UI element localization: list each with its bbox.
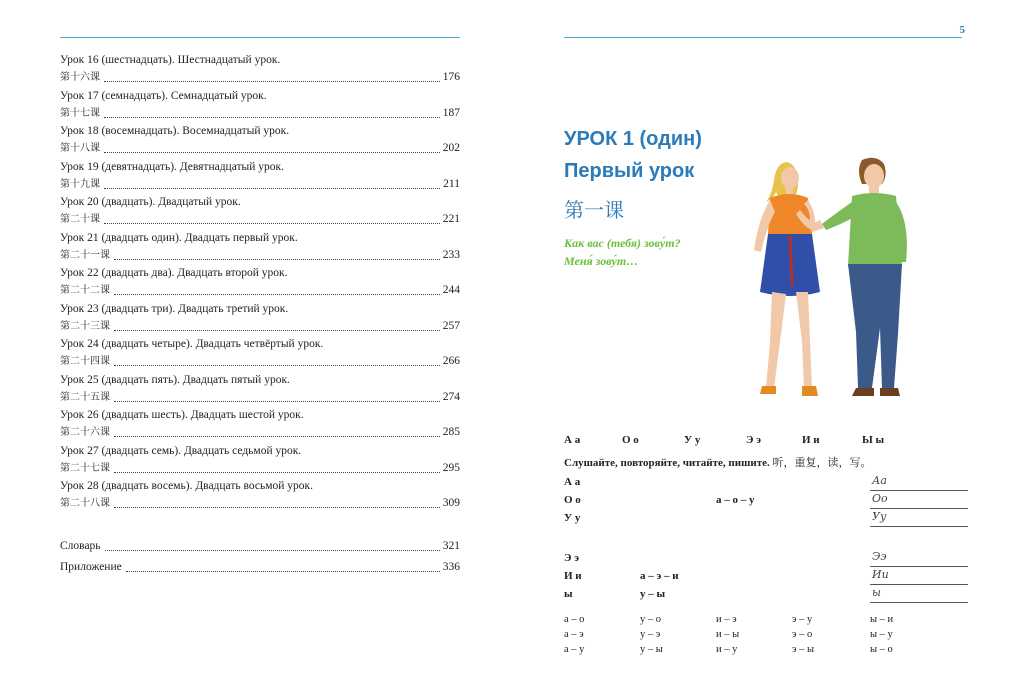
toc-page-number: 221 bbox=[442, 213, 460, 225]
toc-page-number: 274 bbox=[442, 390, 460, 403]
toc-lesson-chinese: 第十八课 bbox=[60, 143, 100, 154]
toc-lesson-title: Урок 16 (шестнадцать). Шестнадцатый урок. bbox=[60, 54, 281, 66]
page-number: 5 bbox=[959, 24, 965, 36]
toc-entry bbox=[60, 336, 460, 372]
practice-letter: А а bbox=[564, 476, 581, 488]
toc-dots bbox=[114, 330, 440, 331]
cursive-writing-line: Ии bbox=[870, 568, 968, 585]
toc-lesson-title: Урок 25 (двадцать пять). Двадцать пятый урок. bbox=[60, 373, 290, 386]
toc-dots bbox=[104, 223, 440, 224]
vowel-combination: э – у bbox=[792, 614, 813, 625]
alphabet-letter: А а bbox=[564, 434, 581, 446]
toc-lesson-chinese: 第二十一课 bbox=[60, 249, 110, 261]
vowel-combination: у – э bbox=[640, 629, 661, 640]
practice-letter: О о bbox=[564, 494, 581, 506]
toc-lesson-chinese: 第十七课 bbox=[60, 107, 100, 119]
toc-entry bbox=[60, 372, 460, 408]
toc-page-number: 176 bbox=[442, 71, 460, 83]
toc-page-number: 295 bbox=[442, 461, 460, 474]
vowel-combination: а – у bbox=[564, 644, 585, 655]
toc-lesson-chinese: 第十九课 bbox=[60, 178, 100, 190]
toc-page-number: 233 bbox=[442, 248, 460, 261]
instruction-chinese: 听，重复，读，写。 bbox=[772, 456, 872, 469]
toc-entry bbox=[60, 443, 460, 479]
cursive-writing-line: Оо bbox=[870, 492, 968, 509]
vowel-combination: у – о bbox=[640, 614, 661, 625]
woman-figure bbox=[754, 162, 820, 396]
toc-dots bbox=[104, 81, 440, 82]
toc-lesson-chinese: 第二十八课 bbox=[60, 498, 110, 509]
toc-dots bbox=[114, 507, 440, 508]
toc-lesson-title: Урок 21 (двадцать один). Двадцать первый урок. bbox=[60, 231, 298, 244]
toc-entry bbox=[60, 478, 460, 514]
toc-dots bbox=[126, 571, 440, 572]
vowel-combination: ы – о bbox=[870, 644, 893, 655]
practice-letter: Э э bbox=[564, 552, 579, 564]
right-page bbox=[512, 0, 1024, 700]
vowel-combination: у – ы bbox=[640, 644, 663, 655]
toc-lesson-chinese: 第十六课 bbox=[60, 72, 100, 83]
toc-dots bbox=[114, 472, 440, 473]
cursive-writing-line: ы bbox=[870, 586, 968, 603]
toc-lesson-title: Урок 24 (двадцать четыре). Двадцать четвёртый урок. bbox=[60, 338, 324, 350]
dialog-answer: Меня́ зову́т… bbox=[564, 254, 639, 268]
practice-letter: У у bbox=[564, 512, 581, 524]
toc-page-number: 266 bbox=[442, 355, 460, 367]
dialog-example bbox=[564, 234, 681, 270]
toc-lesson-chinese: 第二十二课 bbox=[60, 285, 110, 296]
toc-lesson-chinese: 第二十五课 bbox=[60, 391, 110, 403]
vowel-combination: ы – и bbox=[870, 614, 894, 625]
table-of-contents bbox=[60, 52, 460, 514]
top-rule bbox=[564, 37, 962, 38]
toc-entry bbox=[60, 88, 460, 124]
toc-entry bbox=[60, 230, 460, 266]
toc-lesson-title: Урок 28 (двадцать восемь). Двадцать восьмой урок. bbox=[60, 480, 314, 492]
toc-extra-label: Приложение bbox=[60, 561, 122, 573]
toc-dots bbox=[104, 152, 440, 153]
toc-page-number: 211 bbox=[443, 177, 460, 190]
toc-dots bbox=[104, 188, 440, 189]
toc-lesson-chinese: 第二十课 bbox=[60, 214, 100, 225]
practice-sequence: а – о – у bbox=[716, 494, 755, 506]
vowel-combination: и – э bbox=[716, 614, 737, 625]
toc-page-number: 202 bbox=[442, 142, 460, 154]
exercise-instruction bbox=[564, 454, 872, 470]
top-rule bbox=[60, 37, 460, 38]
alphabet-letter: О о bbox=[622, 434, 639, 446]
alphabet-letter: Ы ы bbox=[862, 434, 885, 446]
toc-page-number: 336 bbox=[442, 561, 460, 573]
toc-entry bbox=[60, 301, 460, 337]
lesson-title: УРОК 1 (один) bbox=[564, 128, 702, 150]
toc-lesson-title: Урок 19 (девятнадцать). Девятнадцатый урок. bbox=[60, 160, 285, 173]
toc-dots bbox=[105, 550, 440, 551]
cursive-writing-line: Ээ bbox=[870, 550, 968, 567]
toc-lesson-title: Урок 22 (двадцать два). Двадцать второй урок. bbox=[60, 267, 288, 279]
toc-page-number: 257 bbox=[442, 319, 460, 332]
toc-lesson-chinese: 第二十七课 bbox=[60, 462, 110, 474]
toc-extra-dictionary bbox=[60, 538, 460, 555]
vowel-combination: э – ы bbox=[792, 644, 815, 655]
lesson-title-chinese: 第一课 bbox=[564, 198, 624, 222]
toc-lesson-chinese: 第二十四课 bbox=[60, 356, 110, 367]
practice-letter: ы bbox=[564, 588, 573, 600]
toc-entry bbox=[60, 407, 460, 443]
lesson-subtitle: Первый урок bbox=[564, 160, 695, 182]
toc-entry bbox=[60, 159, 460, 195]
practice-sequence: у – ы bbox=[640, 588, 666, 600]
toc-dots bbox=[114, 401, 440, 402]
cursive-writing-line: Аа bbox=[870, 474, 968, 491]
toc-dots bbox=[114, 294, 440, 295]
cursive-writing-line: Уу bbox=[870, 510, 968, 527]
vowel-combination: ы – у bbox=[870, 629, 893, 640]
toc-lesson-title: Урок 26 (двадцать шесть). Двадцать шестой урок. bbox=[60, 409, 304, 421]
toc-lesson-title: Урок 23 (двадцать три). Двадцать третий урок. bbox=[60, 302, 289, 315]
toc-entry bbox=[60, 52, 460, 88]
toc-lesson-title: Урок 20 (двадцать). Двадцатый урок. bbox=[60, 196, 241, 208]
toc-dots bbox=[114, 259, 440, 260]
toc-page-number: 187 bbox=[442, 106, 460, 119]
practice-letter: И и bbox=[564, 570, 582, 582]
toc-entry bbox=[60, 265, 460, 301]
toc-dots bbox=[114, 365, 440, 366]
toc-entry bbox=[60, 194, 460, 230]
toc-lesson-title: Урок 17 (семнадцать). Семнадцатый урок. bbox=[60, 89, 267, 102]
toc-page-number: 244 bbox=[442, 284, 460, 296]
vowel-combination: а – э bbox=[564, 629, 584, 640]
vowel-combination: э – о bbox=[792, 629, 813, 640]
alphabet-letter: Э э bbox=[746, 434, 761, 446]
toc-page-number: 321 bbox=[442, 540, 460, 552]
vowel-combination: и – у bbox=[716, 644, 738, 655]
toc-entry bbox=[60, 123, 460, 159]
toc-page-number: 285 bbox=[442, 426, 460, 438]
toc-extra-label: Словарь bbox=[60, 540, 101, 552]
vowel-combination: и – ы bbox=[716, 629, 740, 640]
alphabet-letter: У у bbox=[684, 434, 701, 446]
man-figure bbox=[808, 158, 907, 396]
toc-lesson-title: Урок 27 (двадцать семь). Двадцать седьмой урок. bbox=[60, 444, 302, 457]
toc-page-number: 309 bbox=[442, 497, 460, 509]
toc-lesson-title: Урок 18 (восемнадцать). Восемнадцатый урок. bbox=[60, 125, 290, 137]
toc-lesson-chinese: 第二十六课 bbox=[60, 427, 110, 438]
vowel-combination: а – о bbox=[564, 614, 585, 625]
alphabet-letter: И и bbox=[802, 434, 820, 446]
dialog-question: Как вас (тебя) зову́т? bbox=[564, 236, 681, 250]
toc-dots bbox=[104, 117, 440, 118]
instruction-russian: Слушайте, повторяйте, читайте, пишите. bbox=[564, 457, 770, 469]
practice-sequence: а – э – и bbox=[640, 570, 679, 582]
couple-illustration bbox=[724, 150, 934, 412]
toc-dots bbox=[114, 436, 440, 437]
toc-lesson-chinese: 第二十三课 bbox=[60, 320, 110, 332]
toc-extra-appendix bbox=[60, 559, 460, 576]
